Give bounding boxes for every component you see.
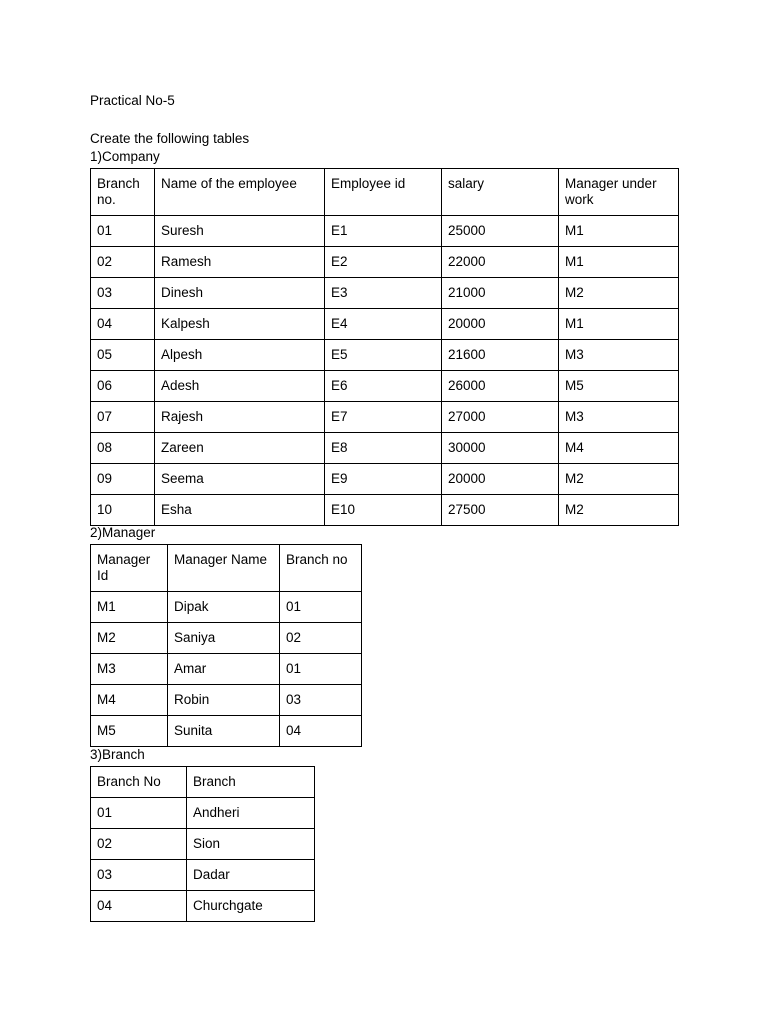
table-cell: 03 (91, 860, 187, 891)
table-cell: E6 (325, 371, 442, 402)
table-cell: 01 (91, 798, 187, 829)
table-row (91, 247, 679, 278)
table-row (91, 798, 315, 829)
page-title: Practical No-5 (90, 93, 175, 108)
table-cell: M2 (559, 278, 679, 309)
table-cell: 01 (280, 654, 362, 685)
table-cell: E5 (325, 340, 442, 371)
company-column-header: Branch no. (91, 169, 155, 216)
table-cell: 04 (91, 891, 187, 922)
table-cell: 03 (91, 278, 155, 309)
table-row (91, 685, 362, 716)
manager-column-header: Branch no (280, 545, 362, 592)
table-cell: Sunita (168, 716, 280, 747)
table-cell: M4 (559, 433, 679, 464)
company-column-header: Manager under work (559, 169, 679, 216)
table-cell: 20000 (442, 464, 559, 495)
company-column-header: Name of the employee (155, 169, 325, 216)
table-cell: Robin (168, 685, 280, 716)
table-cell: Dipak (168, 592, 280, 623)
table-cell: E4 (325, 309, 442, 340)
table-row (91, 464, 679, 495)
company-table (90, 168, 679, 526)
table-cell: Amar (168, 654, 280, 685)
table-cell: 22000 (442, 247, 559, 278)
table-cell: Ramesh (155, 247, 325, 278)
table-cell: 02 (91, 247, 155, 278)
table-cell: Andheri (187, 798, 315, 829)
table-cell: 02 (91, 829, 187, 860)
manager-header-row (91, 545, 362, 592)
table-cell: 26000 (442, 371, 559, 402)
table-cell: 01 (91, 216, 155, 247)
table-cell: Alpesh (155, 340, 325, 371)
manager-column-header: Manager Id (91, 545, 168, 592)
table-cell: Dinesh (155, 278, 325, 309)
company-header-row (91, 169, 679, 216)
table-cell: Suresh (155, 216, 325, 247)
branch-column-header: Branch (187, 767, 315, 798)
table-row (91, 216, 679, 247)
table-cell: 04 (280, 716, 362, 747)
table-cell: Dadar (187, 860, 315, 891)
table-cell: M3 (559, 402, 679, 433)
table-cell: 04 (91, 309, 155, 340)
table-row (91, 654, 362, 685)
table-cell: Adesh (155, 371, 325, 402)
manager-caption: 2)Manager (90, 525, 156, 540)
company-caption: 1)Company (90, 149, 160, 164)
intro-text: Create the following tables (90, 131, 250, 146)
table-row (91, 891, 315, 922)
table-cell: M5 (91, 716, 168, 747)
table-row (91, 309, 679, 340)
table-row (91, 829, 315, 860)
table-cell: M2 (91, 623, 168, 654)
table-cell: 07 (91, 402, 155, 433)
table-cell: 02 (280, 623, 362, 654)
table-cell: 27500 (442, 495, 559, 526)
table-cell: 01 (280, 592, 362, 623)
branch-table-body (91, 767, 315, 922)
table-cell: M1 (559, 309, 679, 340)
table-cell: Kalpesh (155, 309, 325, 340)
table-row (91, 278, 679, 309)
table-cell: M5 (559, 371, 679, 402)
table-cell: M1 (559, 247, 679, 278)
table-row (91, 371, 679, 402)
table-cell: Esha (155, 495, 325, 526)
table-cell: E3 (325, 278, 442, 309)
table-cell: M3 (91, 654, 168, 685)
table-cell: E8 (325, 433, 442, 464)
table-cell: E10 (325, 495, 442, 526)
table-cell: 20000 (442, 309, 559, 340)
table-cell: M1 (91, 592, 168, 623)
table-cell: 03 (280, 685, 362, 716)
table-row (91, 433, 679, 464)
table-row (91, 592, 362, 623)
table-cell: M4 (91, 685, 168, 716)
company-column-header: Employee id (325, 169, 442, 216)
table-cell: 05 (91, 340, 155, 371)
table-row (91, 860, 315, 891)
table-cell: Zareen (155, 433, 325, 464)
table-row (91, 495, 679, 526)
table-cell: M2 (559, 495, 679, 526)
table-cell: E7 (325, 402, 442, 433)
table-cell: 21600 (442, 340, 559, 371)
table-cell: Seema (155, 464, 325, 495)
table-cell: 27000 (442, 402, 559, 433)
branch-column-header: Branch No (91, 767, 187, 798)
table-cell: 25000 (442, 216, 559, 247)
table-row (91, 402, 679, 433)
branch-table (90, 766, 315, 922)
manager-table (90, 544, 362, 747)
table-cell: 09 (91, 464, 155, 495)
branch-header-row (91, 767, 315, 798)
table-cell: Rajesh (155, 402, 325, 433)
manager-table-body (91, 545, 362, 747)
table-cell: E1 (325, 216, 442, 247)
manager-column-header: Manager Name (168, 545, 280, 592)
table-cell: E2 (325, 247, 442, 278)
table-cell: 21000 (442, 278, 559, 309)
table-cell: 10 (91, 495, 155, 526)
branch-caption: 3)Branch (90, 747, 145, 762)
table-cell: M1 (559, 216, 679, 247)
table-cell: E9 (325, 464, 442, 495)
table-cell: M3 (559, 340, 679, 371)
table-row (91, 340, 679, 371)
company-table-body (91, 169, 679, 526)
table-cell: 30000 (442, 433, 559, 464)
table-cell: 06 (91, 371, 155, 402)
table-cell: 08 (91, 433, 155, 464)
table-row (91, 623, 362, 654)
table-cell: M2 (559, 464, 679, 495)
company-column-header: salary (442, 169, 559, 216)
table-cell: Churchgate (187, 891, 315, 922)
table-row (91, 716, 362, 747)
table-cell: Sion (187, 829, 315, 860)
table-cell: Saniya (168, 623, 280, 654)
